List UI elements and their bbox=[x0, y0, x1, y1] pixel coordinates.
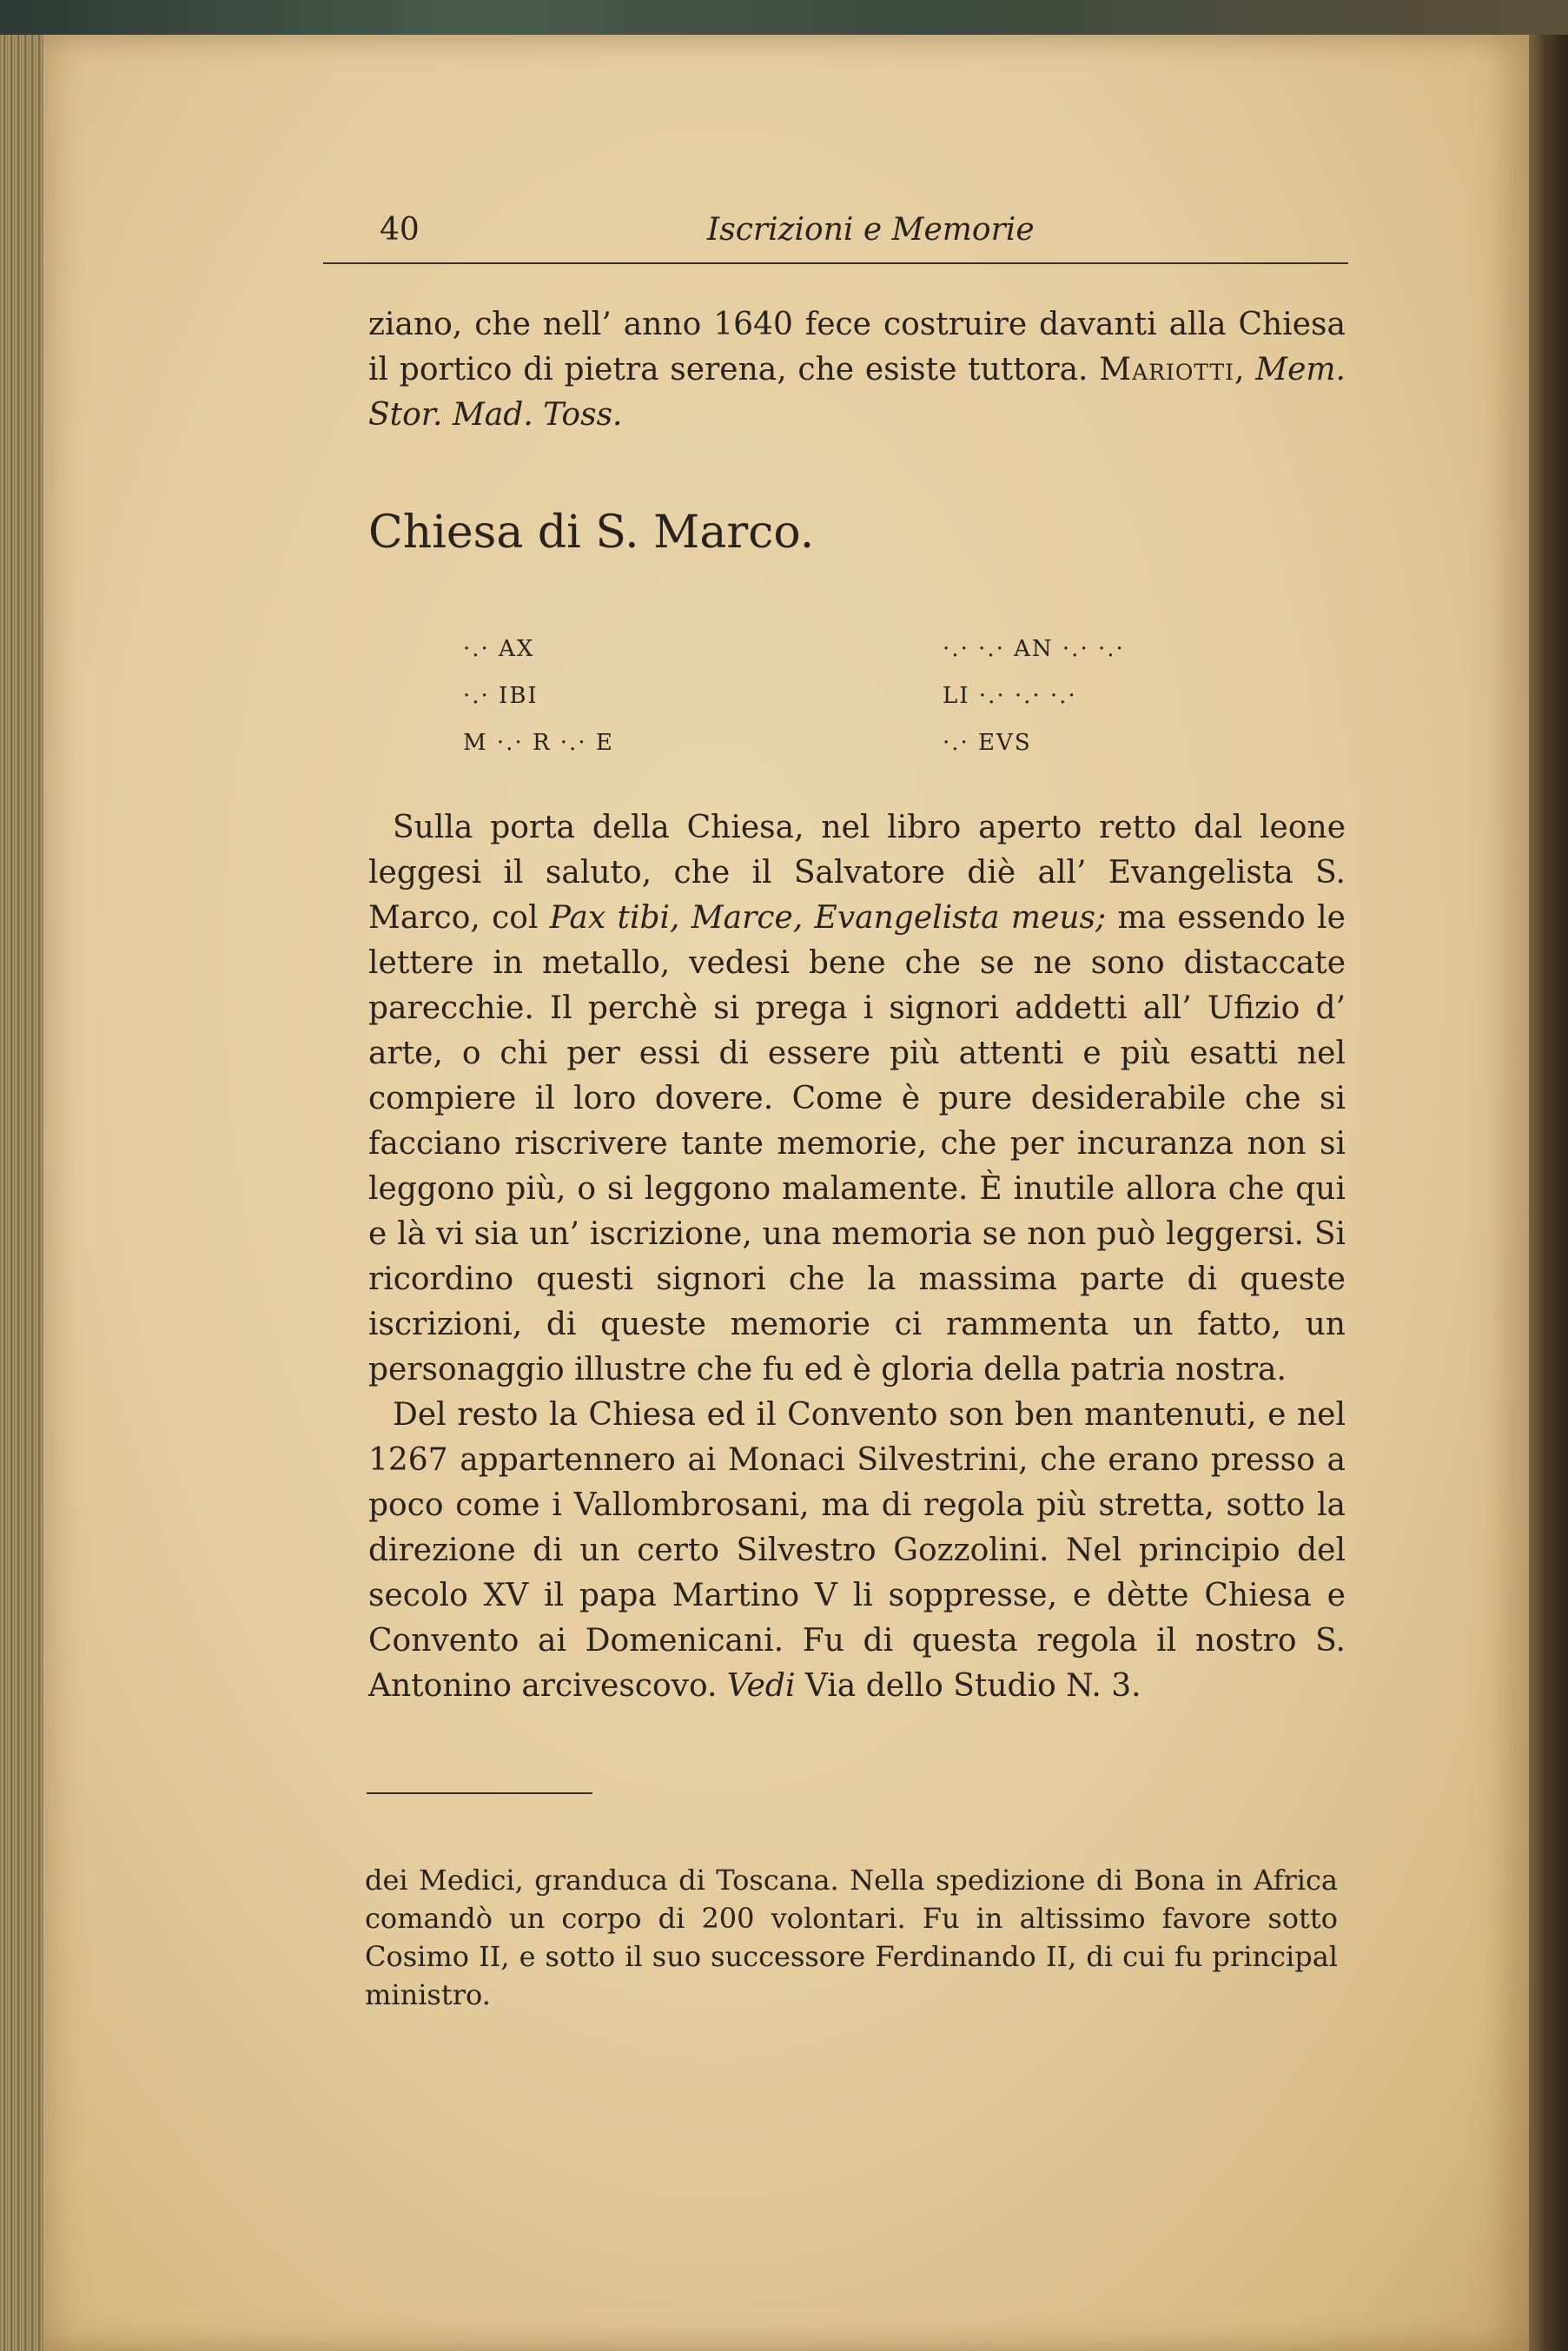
paragraph-text: ma essendo le lettere in metallo, vedesi bene che se ne sono distaccate parecchie. Il perchè si prega i signori addetti all’ Ufizio d’ arte, o chi per essi di essere più attenti e più esatti nel compiere il loro dovere. Come è pure desiderabile che si facciano riscrivere tante memorie, che per incuranza non si leggono più, o si leggono malamente. È inutile allora che qui e là vi sia un’ iscrizione, una memoria se non può leggersi. Si ricordino questi signori che la massima parte di queste iscrizioni, di queste memorie ci rammenta un fatto, un personaggio illustre che fu ed è gloria della patria nostra. bbox=[368, 900, 1346, 1387]
vedi-reference: Vedi bbox=[726, 1668, 796, 1704]
running-head bbox=[323, 202, 1348, 264]
paragraph-text: Via dello Studio N. 3. bbox=[795, 1668, 1141, 1704]
running-title: Iscrizioni e Memorie bbox=[707, 212, 1035, 248]
paragraph bbox=[368, 1393, 1346, 1709]
body-text bbox=[368, 805, 1346, 1709]
book-gutter-shadow bbox=[1529, 35, 1568, 2351]
footnote bbox=[365, 1861, 1338, 2014]
inscription-line: ·.· IBI bbox=[463, 683, 539, 709]
inscription-left bbox=[463, 626, 614, 766]
intro-text: ziano, che nell’ anno 1640 fece costruire davanti alla Chiesa il portico di pietra serena, che esiste tuttora. bbox=[368, 307, 1346, 387]
inscription-right bbox=[943, 626, 1125, 766]
citation-separator: , bbox=[1234, 352, 1256, 387]
inscription-line: LI ·.· ·.· ·.· bbox=[943, 683, 1077, 709]
citation-reference: Mem. Stor. Mad. Toss. bbox=[368, 352, 1346, 433]
inscription-line: ·.· EVS bbox=[943, 730, 1032, 756]
latin-quote: Pax tibi, Marce, Evangelista meus; bbox=[549, 900, 1107, 936]
book-page bbox=[43, 35, 1533, 2351]
footnote-text: dei Medici, granduca di Toscana. Nella spedizione di Bona in Africa comandò un corpo di 200 volontari. Fu in altissimo favore sotto Cosimo II, e sotto il suo successore Ferdinando II, di cui fu principal ministro. bbox=[365, 1864, 1338, 2011]
paragraph-text: Del resto la Chiesa ed il Convento son ben mantenuti, e nel 1267 appartennero ai Monaci Silvestrini, che erano presso a poco come i Vallombrosani, ma di regola più stretta, sotto la direzione di un certo Silvestro Gozzolini. Nel principio del secolo XV il papa Martino V li soppresse, e dètte Chiesa e Convento ai Domenicani. Fu di questa regola il nostro S. Antonino arcivescovo. bbox=[368, 1397, 1346, 1704]
footnote-rule bbox=[367, 1792, 592, 1794]
intro-paragraph bbox=[368, 302, 1346, 438]
section-title: Chiesa di S. Marco. bbox=[368, 507, 815, 559]
inscription-line: ·.· AX bbox=[463, 636, 535, 662]
paragraph bbox=[368, 805, 1346, 1393]
inscription-line: ·.· ·.· AN ·.· ·.· bbox=[943, 636, 1125, 662]
citation-author: Mariotti bbox=[1099, 352, 1235, 387]
page-number: 40 bbox=[380, 212, 420, 248]
paragraph-text: Sulla porta della Chiesa, nel libro aperto retto dal leone leggesi il saluto, che il Salvatore diè all’ Evangelista S. Marco, col bbox=[368, 810, 1346, 936]
inscription-line: M ·.· R ·.· E bbox=[463, 730, 614, 756]
